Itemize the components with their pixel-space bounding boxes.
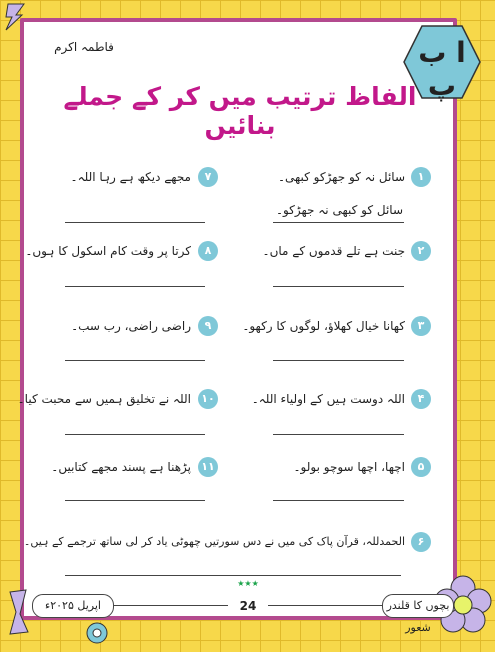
exercise-prompt: کرتا پر وقت کام اسکول کا ہوں۔: [25, 244, 191, 258]
issue-date: اپریل ۲۰۲۵ء: [32, 594, 114, 618]
ribbon-icon: [2, 588, 34, 638]
item-number-badge: ۹: [198, 316, 218, 336]
answer-line[interactable]: [65, 500, 205, 501]
answer-line[interactable]: [65, 286, 205, 287]
answer-line[interactable]: [65, 222, 205, 223]
item-number-badge: ۸: [198, 241, 218, 261]
flower-icon: [84, 620, 110, 646]
exercise-prompt: جنت ہے تلے قدموں کے ماں۔: [262, 244, 405, 258]
lightning-icon: [2, 2, 28, 32]
exercise-prompt: کھانا خیال کھلاؤ، لوگوں کا رکھو۔: [242, 319, 405, 333]
answer-line[interactable]: [273, 360, 404, 361]
answer-line[interactable]: [273, 286, 404, 287]
exercise-prompt: الحمدللہ، قرآن پاک کی میں نے دس سورتیں چھوٹی یاد کر لی ساتھ ترجمے کے ہیں۔: [23, 535, 405, 548]
magazine-name: بچوں کا قلندر شعور: [382, 594, 454, 618]
item-number-badge: ۴: [411, 389, 431, 409]
exercise-prompt: راضی راضی، رب سب۔: [71, 319, 191, 333]
answer-line[interactable]: [65, 360, 205, 361]
answer-line[interactable]: [65, 434, 205, 435]
footer-rule: [268, 605, 382, 606]
answer-line[interactable]: [273, 434, 404, 435]
answer-line[interactable]: [65, 575, 401, 576]
answer-line[interactable]: [273, 222, 404, 223]
item-number-badge: ۶: [411, 532, 431, 552]
page-number: 24: [239, 599, 257, 613]
item-number-badge: ۵: [411, 457, 431, 477]
item-number-badge: ۷: [198, 167, 218, 187]
exercise-prompt: اللہ دوست ہیں کے اولیاء اللہ۔: [251, 392, 405, 406]
item-number-badge: ۳: [411, 316, 431, 336]
item-number-badge: ۱۱: [198, 457, 218, 477]
exercise-prompt: اللہ نے تخلیق ہمیں سے محبت کیا۔: [17, 392, 191, 406]
author-name: فاطمہ اکرم: [54, 40, 114, 54]
stars-icon: ★★★: [237, 579, 259, 588]
exercise-prompt: مجھے دیکھ ہے رہا اللہ۔: [70, 170, 191, 184]
exercise-answer: سائل کو کبھی نہ جھڑکو۔: [275, 203, 403, 217]
page-title: الفاظ ترتیب میں کر کے جملے بنائیں: [63, 82, 417, 140]
alphabet-badge-text: ا ب پ: [418, 36, 466, 102]
item-number-badge: ۱: [411, 167, 431, 187]
item-number-badge: ۲: [411, 241, 431, 261]
exercise-prompt: پڑھنا ہے پسند مجھے کتابیں۔: [51, 460, 191, 474]
item-number-badge: ۱۰: [198, 389, 218, 409]
footer-rule: [112, 605, 228, 606]
exercise-prompt: سائل نہ کو جھڑکو کبھی۔: [277, 170, 405, 184]
exercise-prompt: اچھا، اچھا سوچو بولو۔: [293, 460, 405, 474]
answer-line[interactable]: [273, 500, 404, 501]
